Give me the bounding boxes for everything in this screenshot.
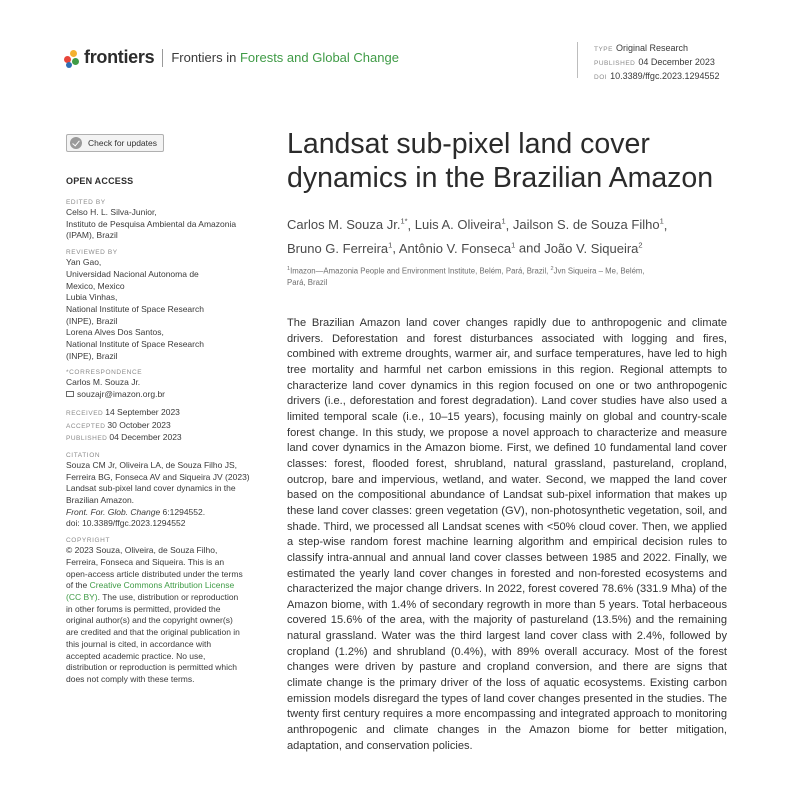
citation-doi[interactable]: doi: 10.3389/ffgc.2023.1294552 [66,518,186,529]
check-for-updates-button[interactable]: Check for updates [66,134,164,152]
affiliations: $^1$Imazon—Amazonia People and Environment Institute, Belém, Pará, Brazil, $^2$Jvn Siqueira – Me, Belém, Pará, Brazil [287,266,645,288]
author[interactable]: João V. Siqueira$^2$ [544,240,643,256]
author[interactable]: Jailson S. de Souza Filho$^1$ [512,217,664,233]
frontiers-logo[interactable] [64,47,399,68]
header-divider [162,49,163,67]
cc-license-link[interactable]: Creative Commons Attribution License [89,580,235,591]
correspondence: *CORRESPONDENCE Carlos M. Souza Jr. souzajr@imazon.org.br [66,368,281,400]
mail-icon [66,391,74,397]
abstract: The Brazilian Amazon land cover changes rapidly due to anthropogenic and climate drivers. Deforestation and forest disturbances associated with logging and fires, combined with extreme droughts, warmer air, and surface temperatures, have led to high tree mortality and harmful net carbon emissions in this region. Regional attempts to characterize land cover dynamics in this region focused on one or two anthropogenic drivers (i.e., deforestation and forest degradation). Land cover studies have also used a limited temporal scale (i.e., 10–15 years), focusing mainly on global and country-scale forest change. In this study, we propose a novel approach to characterize and measure land cover dynamics in the Amazon biome. First, we defined 10 fundamental land cover classes: forest, flooded forest, shrubland, natural grassland, pastureland, cropland, outcrop, bare and impervious, wetland, and water. Second, we mapped the land cover based on the compositional abundance of Landsat sub-pixel information that makes up these land cover classes: green vegetation (GV), non-photosynthetic vegetation, soil, and shade. Third, we processed all Landsat scenes with <50% cloud cover. Then, we applied a step-wise random forest machine learning algorithm and empirical decision rules to classify intra-annual and annual land cover classes between 1985 and 2022. Finally, we estimated the yearly land cover changes in forested and non-forested ecosystems and characterized the major change drivers. In 2022, forest covered 78.6% (331.9 Mha) of the Amazon biome, with 1.4% of secondary regrowth in more than 5 years. Total herbaceous covered 15.6% of the area, with the majority of pastureland (13.5%) and the remaining natural grassland. Water was the third largest land cover class with 2.4%, followed by cropland (1.2%) and shrubland (0.4%), with 89% overall accuracy. Most of the forest changes were driven by pasture and cropland conversion, and there are signs that climate change is the primary driver of the loss of aquatic ecosystems. Existing carbon emission models disregard the types of land cover changes presented in the studies. The twenty first century requires a more encompassing and integrated approach to monitoring anthropogenic and climate changes in the Amazon biome for better mitigation, adaptation, and conservation policies. [287,317,727,752]
author[interactable]: Carlos M. Souza Jr.$^{1*}$ [287,217,408,233]
article-meta [577,42,720,81]
author[interactable]: Luis A. Oliveira$^1$ [414,217,506,233]
article-title: Landsat sub-pixel land cover dynamics in the Brazilian Amazon [287,128,714,194]
correspondence-email[interactable]: souzajr@imazon.org.br [66,389,281,401]
check-updates-icon [70,137,82,149]
article-dates: RECEIVED 14 September 2023 ACCEPTED 30 October 2023 PUBLISHED 04 December 2023 [66,406,182,443]
sidebar [66,176,281,692]
logo-text: frontiers [84,47,155,67]
meta-type: TYPE Original Research [594,43,689,53]
meta-published: PUBLISHED 04 December 2023 [594,57,715,67]
author[interactable]: Bruno G. Ferreira$^1$ [287,240,393,256]
frontiers-logo-icon [64,48,80,68]
open-access-label: OPEN ACCESS [66,176,134,186]
author-list: Carlos M. Souza Jr.$^{1*}$, Luis A. Oliveira$^1$, Jailson S. de Souza Filho$^1$, Bruno G. Ferreira$^1$, Antônio V. Fonseca$^1$ and João V. Siqueira$^2$ [287,217,668,256]
reviewed-by: REVIEWED BY Yan Gao, Universidad Nacional Autonoma de Mexico, Mexico Lubia Vinhas, National Institute of Space Research (INPE), Brazil Lorena Alves Dos Santos, National Institute of Space Research (INPE), Brazil [66,249,204,361]
citation: CITATION Souza CM Jr, Oliveira LA, de Souza Filho JS, Ferreira BG, Fonseca AV and Siqueira JV (2023) Landsat sub-pixel land cover dynamics in the Brazilian Amazon. Front. For. Glob. Change 6:1294552. doi: 10.3389/ffgc.2023.1294552 [66,451,281,530]
cc-by-link[interactable]: (CC BY) [66,591,98,602]
copyright: COPYRIGHT © 2023 Souza, Oliveira, de Souza Filho, Ferreira, Fonseca and Siqueira. This is an open-access article distributed under the terms of the Creative Commons Attribution License (CC BY). The use, distribution or reproduction in other forums is permitted, provided the original author(s) and the copyright owner(s) are credited and that the original publication in this journal is cited, in accordance with accepted academic practice. No use, distribution or reproduction is permitted which does not comply with these terms. [66,537,243,684]
author[interactable]: Antônio V. Fonseca$^1$ [398,240,516,256]
edited-by: EDITED BY Celso H. L. Silva-Junior, Instituto de Pesquisa Ambiental da Amazonia (IPAM), Brazil [66,199,237,241]
meta-doi[interactable]: DOI 10.3389/ffgc.2023.1294552 [594,71,720,81]
journal-name[interactable]: Frontiers in Forests and Global Change [171,50,399,65]
